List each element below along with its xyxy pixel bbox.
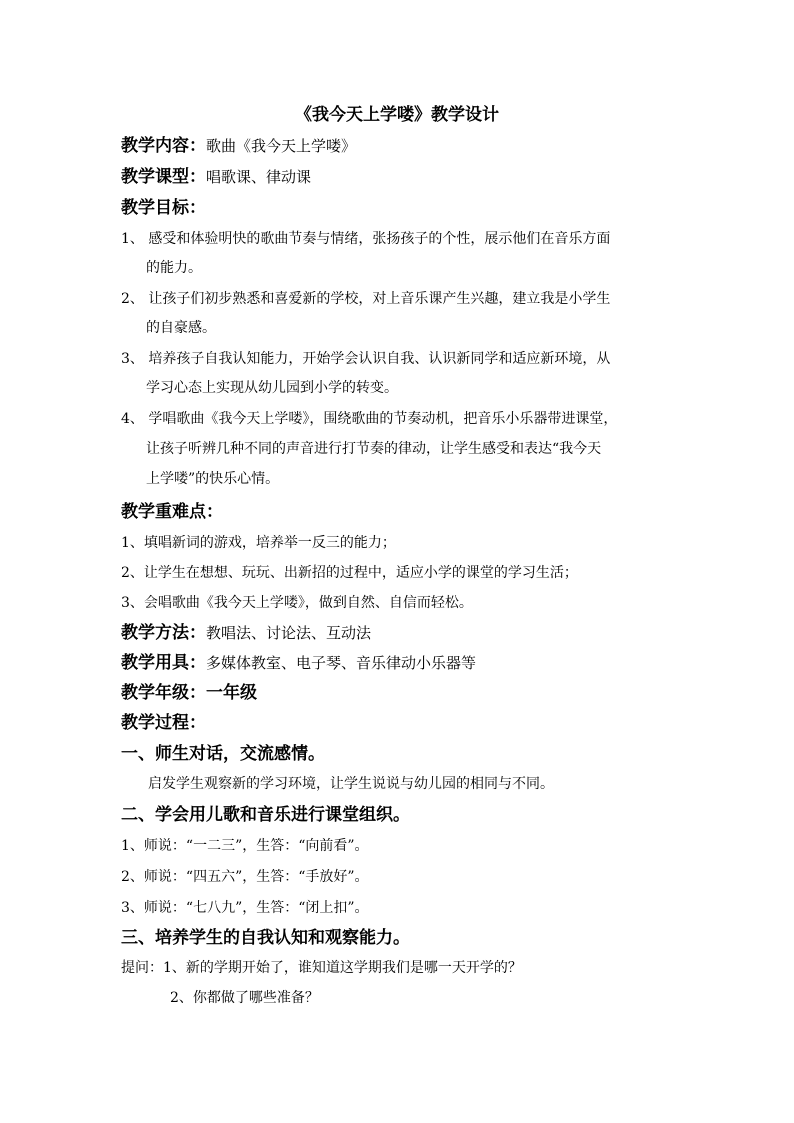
objective-4-line1: 4、 学唱歌曲《我今天上学喽》，围绕歌曲的节奏动机，把音乐小乐器带进课堂，	[121, 411, 618, 427]
teaching-methods-label: 教学方法：	[121, 623, 206, 643]
objective-1-line2: 的能力。	[146, 260, 202, 276]
teaching-methods-row	[121, 625, 371, 642]
objective-4-line3: 上学喽”的快乐心情。	[146, 471, 280, 487]
objective-4-line2: 让孩子听辨几种不同的声音进行打节奏的律动，让学生感受和表达“我今天	[146, 441, 602, 457]
teaching-content-value: 歌曲《我今天上学喽》	[206, 137, 357, 155]
document-title: 《我今天上学喽》教学设计	[295, 105, 499, 125]
key-point-1: 1、填唱新词的游戏，培养举一反三的能力；	[121, 535, 396, 551]
key-points-heading: 教学重难点：	[121, 502, 223, 522]
teaching-content-row	[121, 138, 356, 155]
teaching-methods-value: 教唱法、讨论法、互动法	[206, 624, 372, 642]
teaching-content-label: 教学内容：	[121, 136, 206, 156]
grade-row	[121, 685, 257, 702]
lesson-type-value: 唱歌课、律动课	[206, 168, 312, 186]
section-2-item-3: 3、师说：“七八九”，生答：“闭上扣”。	[121, 900, 369, 916]
objective-2-line1: 2、 让孩子们初步熟悉和喜爱新的学校，对上音乐课产生兴趣，建立我是小学生	[121, 291, 611, 307]
key-point-3: 3、会唱歌曲《我今天上学喽》，做到自然、自信而轻松。	[121, 595, 473, 611]
teaching-tools-label: 教学用具：	[121, 653, 206, 673]
section-1-text: 启发学生观察新的学习环境，让学生说说与幼儿园的相同与不同。	[148, 776, 554, 792]
teaching-tools-row	[121, 655, 476, 672]
objective-3-line1: 3、 培养孩子自我认知能力，开始学会认识自我、认识新同学和适应新环境，从	[121, 351, 611, 367]
process-heading: 教学过程：	[121, 713, 206, 733]
section-3-question-2: 2、你都做了哪些准备？	[170, 990, 319, 1006]
objective-2-line2: 的自豪感。	[146, 320, 216, 336]
section-2-item-1: 1、师说：“一二三”，生答：“向前看”。	[121, 838, 369, 854]
objective-1-line1: 1、 感受和体验明快的歌曲节奏与情绪，张扬孩子的个性，展示他们在音乐方面	[121, 231, 611, 247]
objectives-heading: 教学目标：	[121, 198, 206, 218]
grade-value: 一年级	[206, 683, 257, 703]
key-point-2: 2、让学生在想想、玩玩、出新招的过程中，适应小学的课堂的学习生活；	[121, 565, 578, 581]
section-3-heading: 三、培养学生的自我认知和观察能力。	[121, 928, 410, 948]
objective-3-line2: 学习心态上实现从幼儿园到小学的转变。	[146, 380, 398, 396]
lesson-type-row	[121, 169, 311, 186]
teaching-tools-value: 多媒体教室、电子琴、音乐律动小乐器等	[206, 654, 477, 672]
section-2-heading: 二、学会用儿歌和音乐进行课堂组织。	[121, 805, 410, 825]
lesson-type-label: 教学课型：	[121, 167, 206, 187]
section-1-heading: 一、师生对话，交流感情。	[121, 744, 325, 764]
grade-label: 教学年级：	[121, 683, 206, 703]
section-3-question-1: 提问：1、新的学期开始了，谁知道这学期我们是哪一天开学的？	[121, 960, 522, 976]
section-2-item-2: 2、师说：“四五六”，生答：“手放好”。	[121, 869, 369, 885]
